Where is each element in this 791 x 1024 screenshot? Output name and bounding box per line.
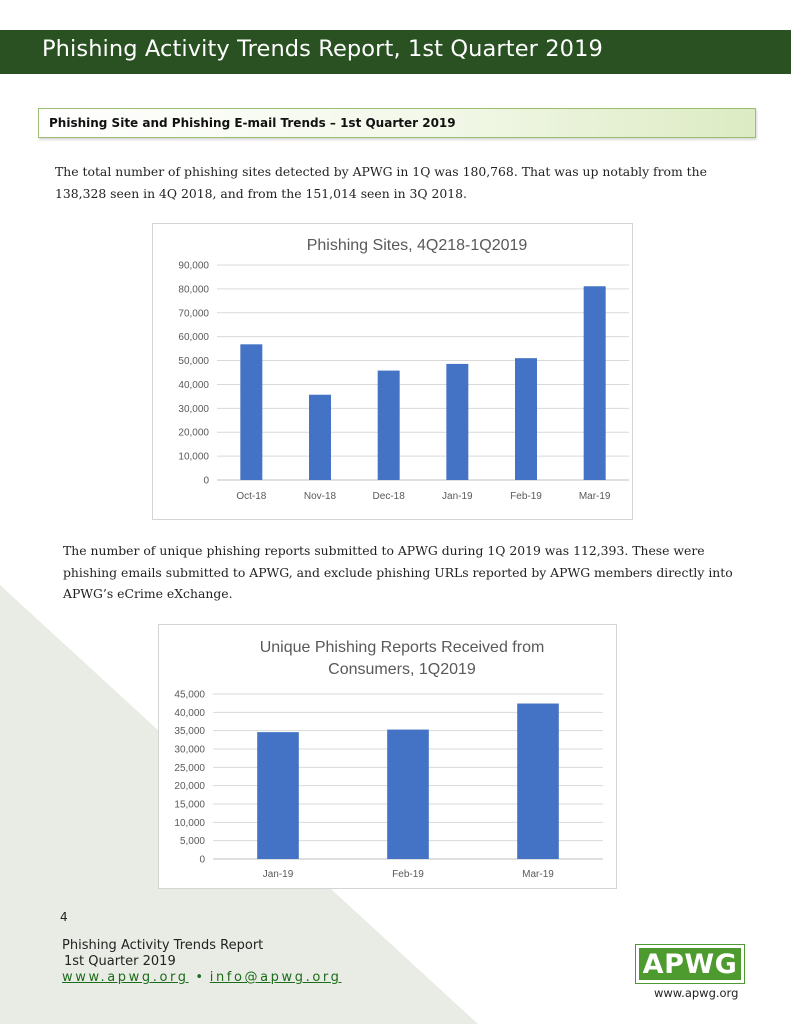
section-heading: Phishing Site and Phishing E-mail Trends – 1st Quarter 2019 (49, 116, 456, 130)
chart-unique-reports (158, 624, 617, 889)
apwg-logo (636, 945, 744, 983)
phishing-sites-y-tick-label: 70,000 (178, 308, 209, 320)
phishing-sites-bar-feb-19 (515, 358, 537, 480)
email-link[interactable]: info@apwg.org (209, 970, 342, 985)
unique-reports-y-tick-label: 5,000 (179, 836, 205, 848)
phishing-sites-bar-nov-18 (309, 395, 331, 480)
unique-reports-y-tick-label: 45,000 (174, 689, 205, 701)
paragraph-unique-reports: The number of unique phishing reports submitted to APWG during 1Q 2019 was 112,393. These were phishing emails submitted to APWG, and exclude phishing URLs reported by APWG members directly into APWG’s eCrime eXchange. (63, 543, 733, 601)
paragraph-phishing-sites: The total number of phishing sites detected by APWG in 1Q was 180,768. That was up notably from the 138,328 seen in 4Q 2018, and from the 151,014 seen in 3Q 2018. (55, 164, 707, 201)
phishing-sites-y-tick-label: 10,000 (178, 451, 209, 463)
phishing-sites-y-tick-label: 90,000 (178, 260, 209, 272)
page-title: Phishing Activity Trends Report, 1st Quarter 2019 (42, 36, 603, 62)
unique-reports-x-tick-label: Feb-19 (392, 869, 424, 880)
phishing-sites-bar-dec-18 (378, 371, 400, 480)
footer-separator: • (195, 970, 203, 985)
unique-reports-chart-title-line-2: Consumers, 1Q2019 (328, 661, 476, 678)
phishing-sites-y-tick-label: 50,000 (178, 356, 209, 368)
logo-text: APWG (642, 948, 738, 980)
phishing-sites-chart-title: Phishing Sites, 4Q218-1Q2019 (306, 237, 528, 254)
phishing-sites-x-tick-label: Feb-19 (510, 491, 542, 502)
unique-reports-y-tick-label: 35,000 (174, 726, 205, 738)
unique-reports-y-tick-label: 10,000 (174, 817, 205, 829)
footer-quarter: 1st Quarter 2019 (64, 954, 176, 969)
phishing-sites-y-tick-label: 60,000 (178, 332, 209, 344)
footer-links (62, 970, 341, 986)
footer-report-name: Phishing Activity Trends Report (62, 938, 264, 953)
phishing-sites-bar-mar-19 (584, 286, 606, 480)
website-link[interactable]: www.apwg.org (62, 970, 189, 985)
unique-reports-bar-jan-19 (257, 732, 299, 859)
phishing-sites-x-tick-label: Jan-19 (442, 491, 473, 502)
unique-reports-bar-mar-19 (517, 704, 559, 859)
phishing-sites-bar-jan-19 (446, 364, 468, 480)
unique-reports-y-tick-label: 25,000 (174, 762, 205, 774)
logo-url: www.apwg.org (654, 986, 739, 1000)
phishing-sites-x-tick-label: Dec-18 (372, 491, 405, 502)
phishing-sites-x-tick-label: Oct-18 (236, 491, 267, 502)
unique-reports-x-tick-label: Jan-19 (262, 869, 294, 880)
unique-reports-chart-title-line-1: Unique Phishing Reports Received from (259, 639, 545, 656)
chart-unique-reports-svg (159, 625, 618, 890)
footer (62, 938, 341, 986)
unique-reports-x-tick-label: Mar-19 (522, 869, 554, 880)
page-number: 4 (60, 910, 68, 924)
unique-reports-y-tick-label: 0 (199, 854, 205, 866)
chart-phishing-sites-svg (153, 224, 634, 521)
phishing-sites-y-tick-label: 20,000 (178, 427, 209, 439)
chart-phishing-sites (152, 223, 633, 520)
unique-reports-y-tick-label: 15,000 (174, 799, 205, 811)
unique-reports-y-tick-label: 40,000 (174, 707, 205, 719)
section-heading-box (38, 108, 756, 138)
phishing-sites-bar-oct-18 (240, 344, 262, 480)
phishing-sites-y-tick-label: 80,000 (178, 284, 209, 296)
unique-reports-bar-feb-19 (387, 730, 429, 859)
phishing-sites-y-tick-label: 40,000 (178, 379, 209, 391)
phishing-sites-x-tick-label: Mar-19 (578, 491, 611, 502)
phishing-sites-y-tick-label: 30,000 (178, 403, 209, 415)
unique-reports-y-tick-label: 20,000 (174, 781, 205, 793)
phishing-sites-x-tick-label: Nov-18 (303, 491, 337, 502)
unique-reports-y-tick-label: 30,000 (174, 744, 205, 756)
phishing-sites-y-tick-label: 0 (203, 475, 209, 487)
header-bar (0, 30, 791, 74)
